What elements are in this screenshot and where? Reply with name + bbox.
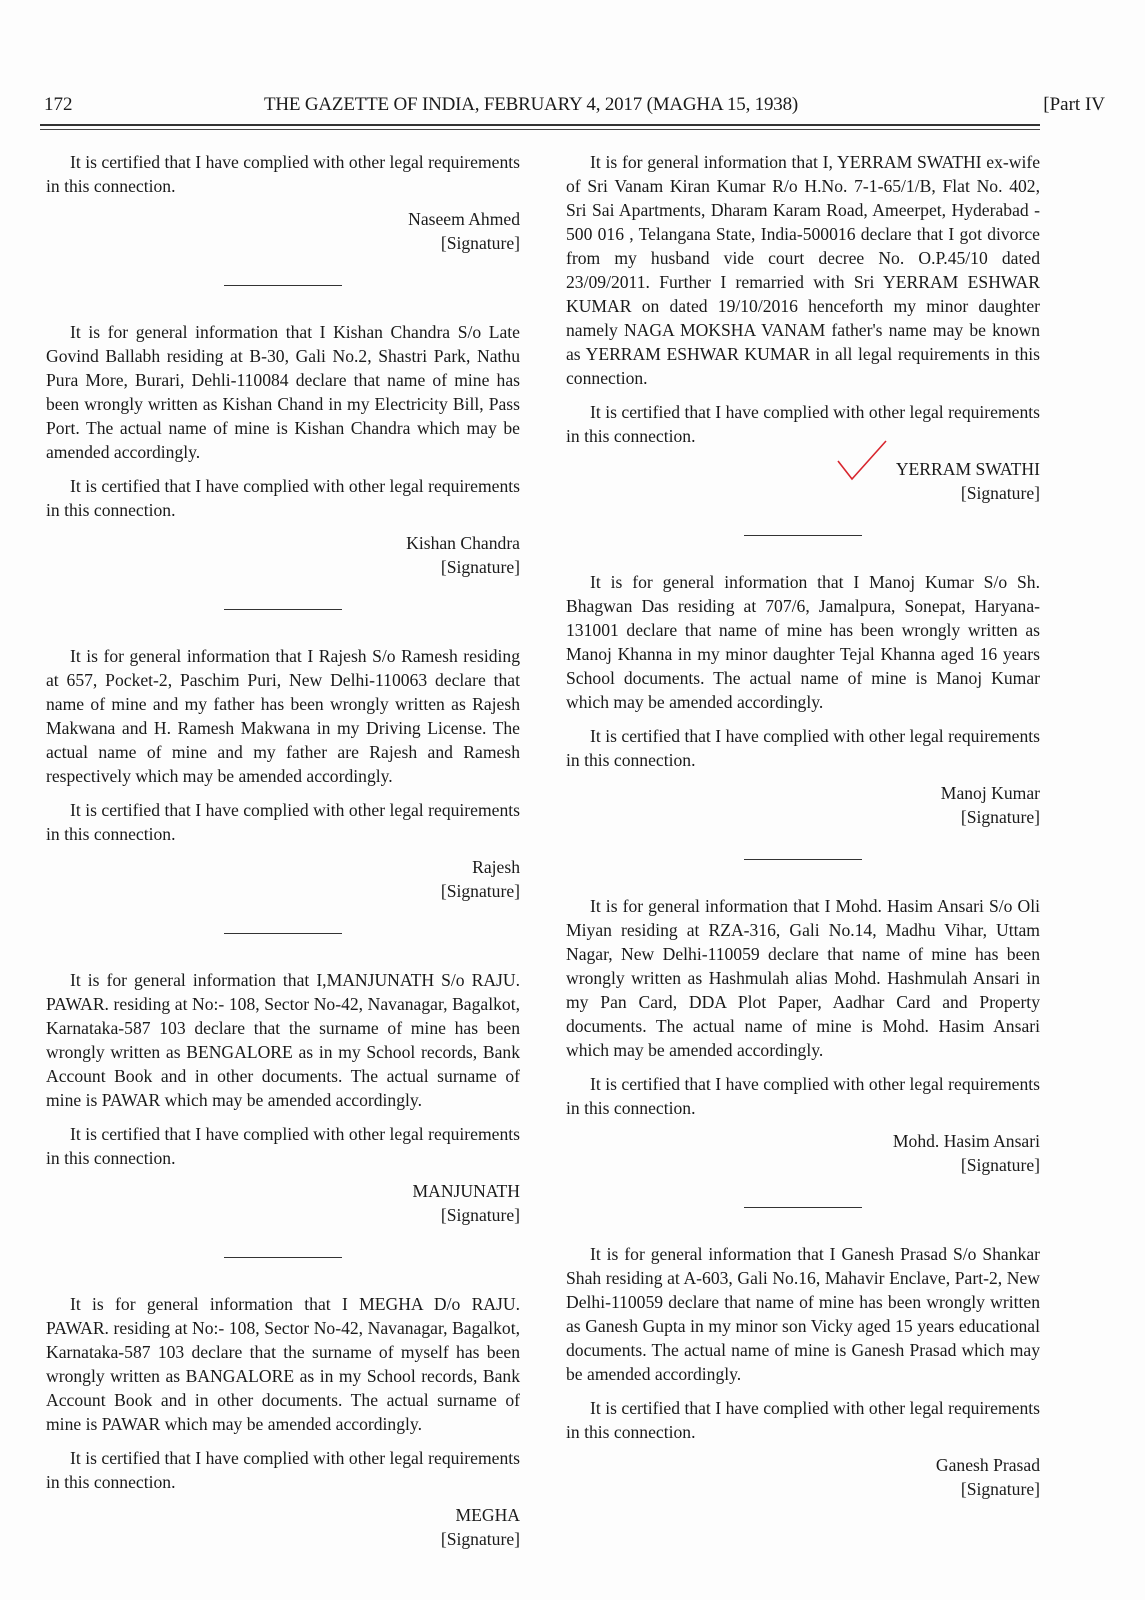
notice <box>566 150 1040 505</box>
declarant-name: Naseem Ahmed <box>408 209 520 229</box>
right-column <box>566 150 1040 1501</box>
page-number: 172 <box>44 94 73 115</box>
signature-label: [Signature] <box>440 557 520 577</box>
notice <box>46 150 520 255</box>
notice <box>566 570 1040 829</box>
notice <box>46 644 520 903</box>
declarant-name: Kishan Chandra <box>406 533 520 553</box>
notice-separator <box>224 285 342 286</box>
notice <box>46 968 520 1227</box>
certification-text: It is certified that I have complied with other legal requirements in this connection. <box>566 1074 1040 1118</box>
notice-body: It is for general information that I MEGHA D/o RAJU. PAWAR. residing at No:- 108, Sector No-42, Navanagar, Bagalkot, Karnataka-587 103 declare that the surname of myself has been wrongly written as BANGALORE as in my School records, Bank Account Book and in other documents. The actual surname of mine is PAWAR which may be amended accordingly. <box>46 1294 520 1434</box>
certification-text: It is certified that I have complied with other legal requirements in this connection. <box>46 1124 520 1168</box>
notice <box>46 1292 520 1551</box>
gazette-title: THE GAZETTE OF INDIA, FEBRUARY 4, 2017 (MAGHA 15, 1938) <box>264 94 798 115</box>
certification-text: It is certified that I have complied with other legal requirements in this connection. <box>46 1448 520 1492</box>
notice-separator <box>224 609 342 610</box>
notice-separator <box>744 535 862 536</box>
signature-label: [Signature] <box>440 881 520 901</box>
notice <box>566 894 1040 1177</box>
notice-body: It is for general information that I, YERRAM SWATHI ex-wife of Sri Vanam Kiran Kumar R/o H.No. 7-1-65/1/B, Flat No. 402, Sri Sai Apartments, Dharam Karam Road, Ameerpet, Hyderabad - 500 016 , Telangana State, India-500016 declare that I got divorce from my husband vide court decree No. O.P.45/10 dated 23/09/2011. Further I remarried with Sri YERRAM ESHWAR KUMAR on dated 19/10/2016 henceforth my minor daughter namely NAGA MOKSHA VANAM father's name may be known as YERRAM ESHWAR KUMAR in all legal requirements in this connection. <box>566 152 1040 388</box>
signature-label: [Signature] <box>440 1205 520 1225</box>
notice-body: It is for general information that I Rajesh S/o Ramesh residing at 657, Pocket-2, Paschim Puri, New Delhi-110063 declare that name of mine and my father has been wrongly written as Rajesh Makwana and H. Ramesh Makwana in my Driving License. The actual name of mine and my father are Rajesh and Ramesh respectively which may be amended accordingly. <box>46 646 520 786</box>
declarant-name: MANJUNATH <box>412 1181 520 1201</box>
notice-body: It is for general information that I,MANJUNATH S/o RAJU. PAWAR. residing at No:- 108, Sector No-42, Navanagar, Bagalkot, Karnataka-587 103 declare that the surname of mine has been wrongly written as BENGALORE as in my School records, Bank Account Book and in other documents. The actual surname of mine is PAWAR which may be amended accordingly. <box>46 970 520 1110</box>
signature-label: [Signature] <box>960 1155 1040 1175</box>
certification-text: It is certified that I have complied with other legal requirements in this connection. <box>46 800 520 844</box>
declarant-name: YERRAM SWATHI <box>566 457 1040 481</box>
notice <box>566 1242 1040 1501</box>
signature-label: [Signature] <box>960 483 1040 503</box>
notice-separator <box>224 933 342 934</box>
notice-body: It is for general information that I Mohd. Hasim Ansari S/o Oli Miyan residing at RZA-316, Gali No.14, Madhu Vihar, Uttam Nagar, New Delhi-110059 declare that name of mine has been wrongly written as Hashmulah alias Mohd. Hashmulah Ansari in my Pan Card, DDA Plot Paper, Aadhar Card and Property documents. The actual name of mine is Mohd. Hasim Ansari which may be amended accordingly. <box>566 896 1040 1060</box>
notice-separator <box>224 1257 342 1258</box>
header-rule-thin <box>40 129 1040 130</box>
header-rule <box>40 124 1040 126</box>
declarant-name: Mohd. Hasim Ansari <box>892 1131 1040 1151</box>
certification-text: It is certified that I have complied with other legal requirements in this connection. <box>566 402 1040 446</box>
certification-text: It is certified that I have complied with other legal requirements in this connection. <box>566 726 1040 770</box>
left-column <box>46 150 520 1551</box>
declarant-name: MEGHA <box>455 1505 520 1525</box>
declarant-name: Rajesh <box>472 857 520 877</box>
notice-separator <box>744 1207 862 1208</box>
part-label: [Part IV <box>1043 94 1105 115</box>
signature-label: [Signature] <box>440 1529 520 1549</box>
certification-text: It is certified that I have complied with other legal requirements in this connection. <box>566 1398 1040 1442</box>
signature-label: [Signature] <box>440 233 520 253</box>
signature-label: [Signature] <box>960 1479 1040 1499</box>
notice <box>46 320 520 579</box>
certification-text: It is certified that I have complied with other legal requirements in this connection. <box>46 476 520 520</box>
signature-label: [Signature] <box>960 807 1040 827</box>
page-header <box>44 94 1105 120</box>
declarant-name: Manoj Kumar <box>940 783 1040 803</box>
declarant-name: Ganesh Prasad <box>935 1455 1040 1475</box>
notice-separator <box>744 859 862 860</box>
certification-text: It is certified that I have complied with other legal requirements in this connection. <box>46 152 520 196</box>
notice-body: It is for general information that I Ganesh Prasad S/o Shankar Shah residing at A-603, Gali No.16, Mahavir Enclave, Part-2, New Delhi-110059 declare that name of mine has been wrongly written as Ganesh Gupta in my minor son Vicky aged 15 years educational documents. The actual name of mine is Ganesh Prasad which may be amended accordingly. <box>566 1244 1040 1384</box>
notice-body: It is for general information that I Manoj Kumar S/o Sh. Bhagwan Das residing at 707/6, Jamalpura, Sonepat, Haryana-131001 declare that name of mine has been wrongly written as Manoj Khanna in my minor daughter Tejal Khanna aged 16 years School documents. The actual name of mine is Manoj Kumar which may be amended accordingly. <box>566 572 1040 712</box>
notice-body: It is for general information that I Kishan Chandra S/o Late Govind Ballabh residing at B-30, Gali No.2, Shastri Park, Nathu Pura More, Burari, Dehli-110084 declare that name of mine has been wrongly written as Kishan Chand in my Electricity Bill, Pass Port. The actual name of mine is Kishan Chandra which may be amended accordingly. <box>46 322 520 462</box>
